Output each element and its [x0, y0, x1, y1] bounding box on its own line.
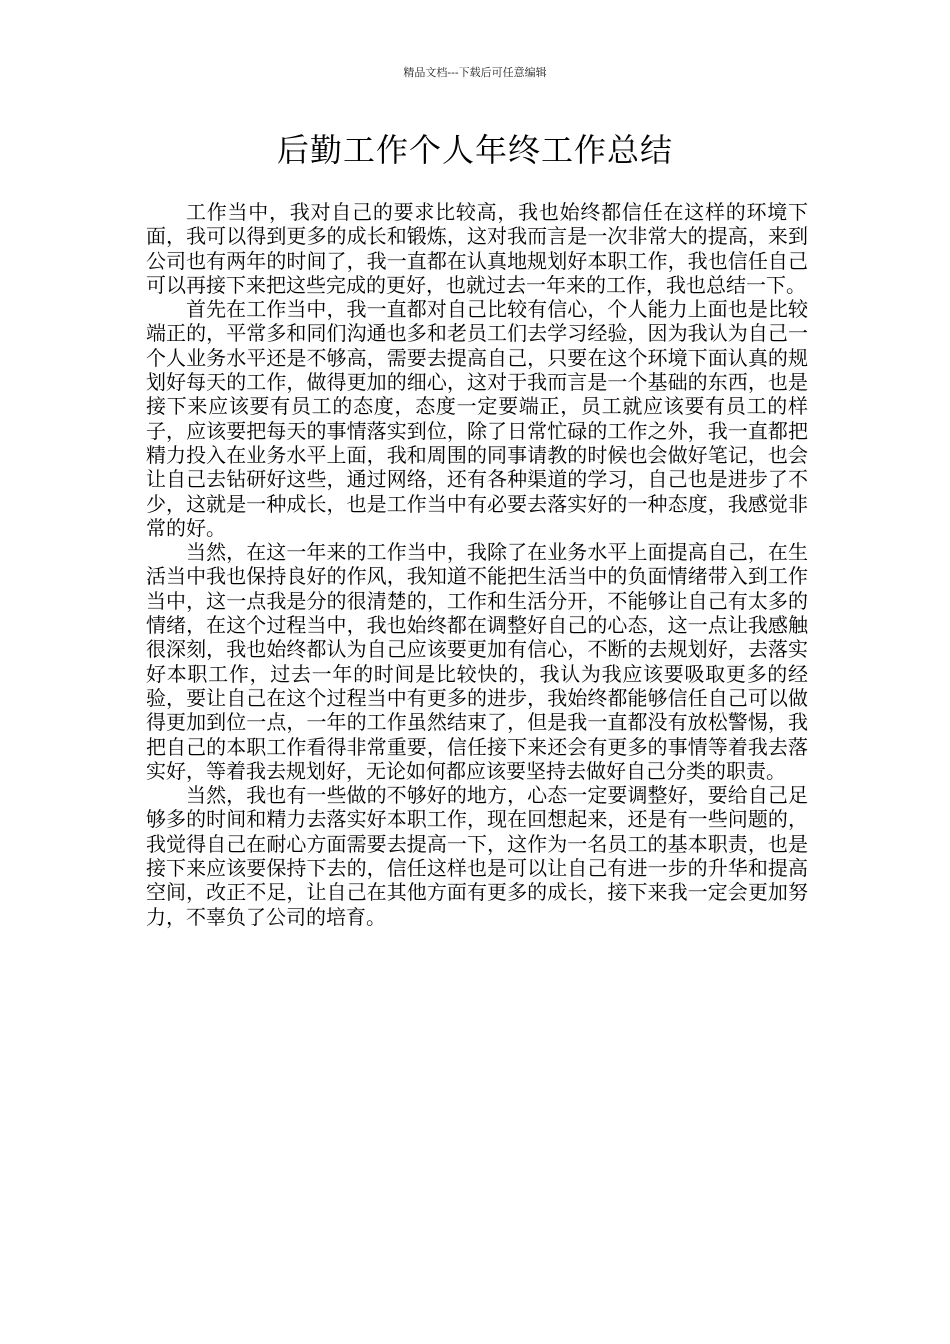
document-title: 后勤工作个人年终工作总结 [276, 131, 673, 169]
paragraph: 当然，我也有一些做的不够好的地方，心态一定要调整好，要给自己足够多的时间和精力去落实好本职工作，现在回想起来，还是有一些问题的，我觉得自己在耐心方面需要去提高一下，这作为一名员工的基本职责，也是接下来应该要保持下去的，信任这样也是可以让自己有进一步的升华和提高空间，改正不足，让自己在其他方面有更多的成长，接下来我一定会更加努力，不辜负了公司的培育。 [146, 783, 808, 929]
paragraph: 首先在工作当中，我一直都对自己比较有信心，个人能力上面也是比较端正的，平常多和同们沟通也多和老员工们去学习经验，因为我认为自己一个人业务水平还是不够高，需要去提高自己，只要在这个环境下面认真的规划好每天的工作，做得更加的细心，这对于我而言是一个基础的东西，也是接下来应该要有员工的态度，态度一定要端正，员工就应该要有员工的样子，应该要把每天的事情落实到位，除了日常忙碌的工作之外，我一直都把精力投入在业务水平上面，我和周围的同事请教的时候也会做好笔记，也会让自己去钻研好这些，通过网络，还有各种渠道的学习，自己也是进步了不少，这就是一种成长，也是工作当中有必要去落实好的一种态度，我感觉非常的好。 [146, 297, 808, 540]
paragraph: 当然，在这一年来的工作当中，我除了在业务水平上面提高自己，在生活当中我也保持良好的作风，我知道不能把生活当中的负面情绪带入到工作当中，这一点我是分的很清楚的，工作和生活分开，不能够让自己有太多的情绪，在这个过程当中，我也始终都在调整好自己的心态，这一点让我感触很深刻，我也始终都认为自己应该要更加有信心，不断的去规划好，去落实好本职工作，过去一年的时间是比较快的，我认为我应该要吸取更多的经验，要让自己在这个过程当中有更多的进步，我始终都能够信任自己可以做得更加到位一点，一年的工作虽然结束了，但是我一直都没有放松警惕，我把自己的本职工作看得非常重要，信任接下来还会有更多的事情等着我去落实好，等着我去规划好，无论如何都应该要坚持去做好自己分类的职责。 [146, 540, 808, 783]
document-body [146, 200, 808, 929]
paragraph: 工作当中，我对自己的要求比较高，我也始终都信任在这样的环境下面，我可以得到更多的成长和锻炼，这对我而言是一次非常大的提高，来到公司也有两年的时间了，我一直都在认真地规划好本职工作，我也信任自己可以再接下来把这些完成的更好，也就过去一年来的工作，我也总结一下。 [146, 200, 808, 297]
header-note: 精品文档---下载后可任意编辑 [403, 66, 547, 79]
